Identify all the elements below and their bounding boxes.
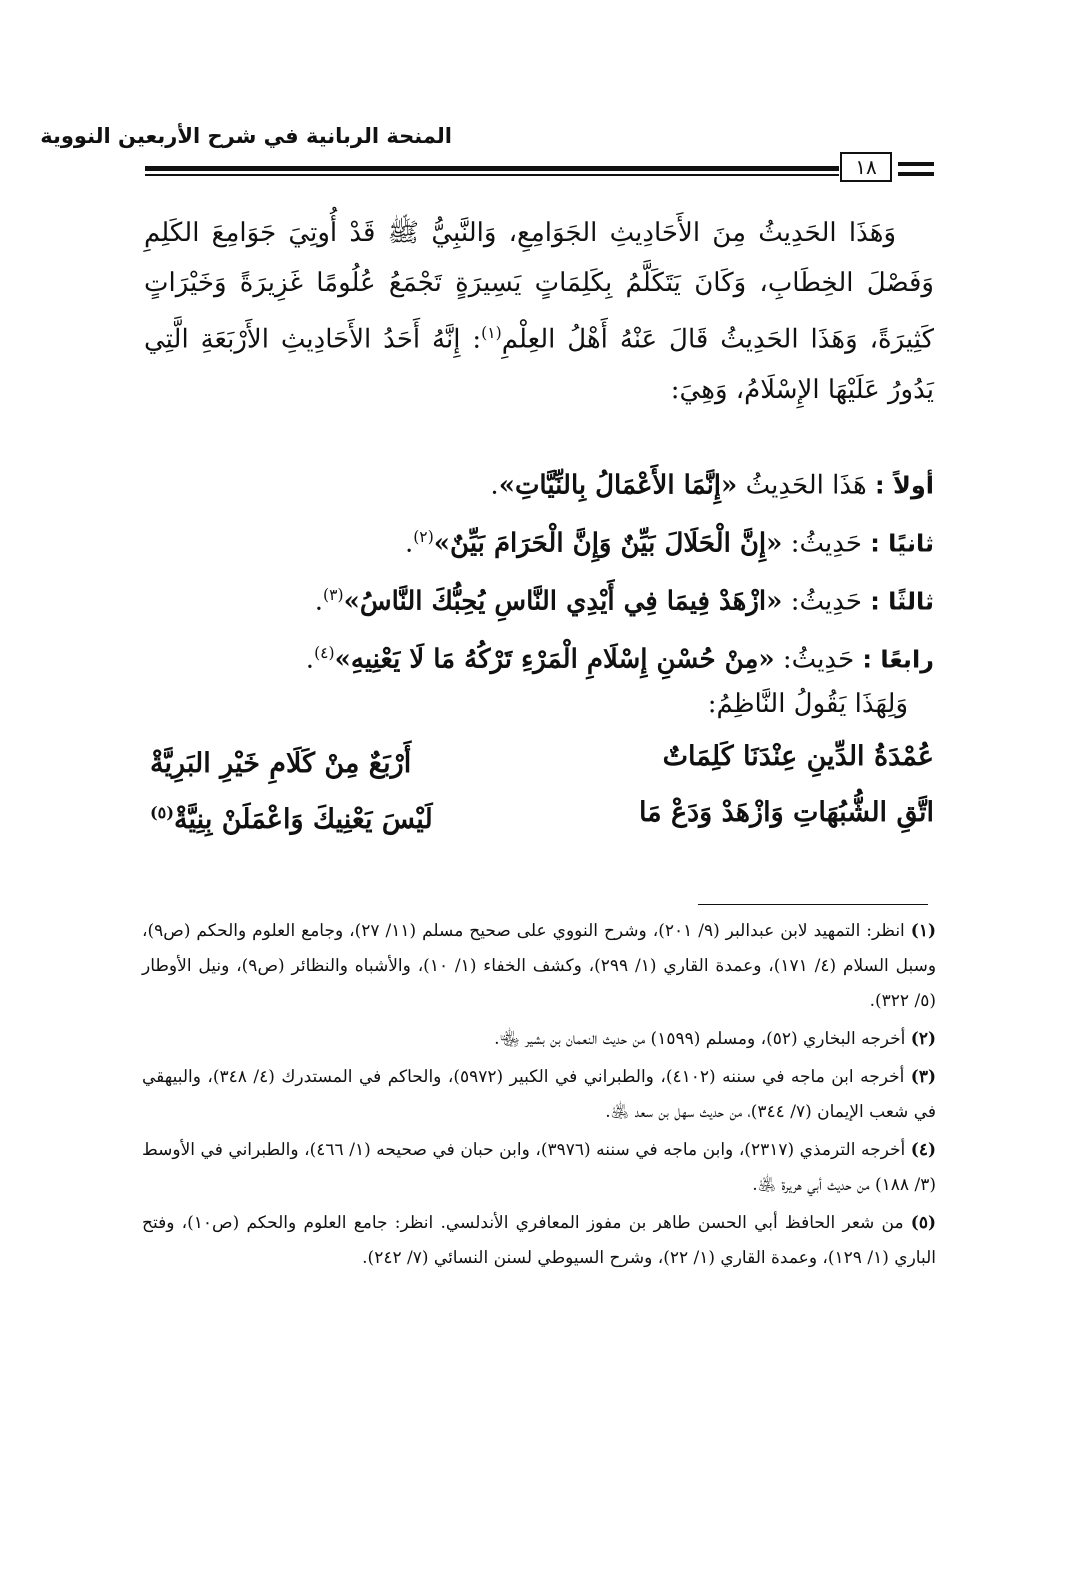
list-item xyxy=(144,624,934,682)
hadith-quote: «ازْهَدْ فِيمَا فِي أَيْدِي النَّاسِ يُحِبُّكَ النَّاسُ» xyxy=(343,586,783,617)
paragraph-end: : إِنَّهُ أَحَدُ الأَحَادِيثِ الأَرْبَعَةِ الَّتِي يَدُورُ عَلَيْهَا الإِسْلَامُ، وَهِيَ: xyxy=(144,324,934,405)
footnote-ref: (٢) xyxy=(413,528,434,546)
paragraph-text xyxy=(144,208,934,415)
running-title: المنحة الربانية في شرح الأربعين النووية xyxy=(40,124,452,148)
footnote xyxy=(142,1206,936,1276)
list-prefix: حَدِيثُ: xyxy=(782,644,855,675)
header-rule-thin xyxy=(145,174,839,176)
footnote xyxy=(142,1133,936,1203)
footnote-ref-1: (١) xyxy=(481,324,502,342)
poem-verse xyxy=(150,786,934,840)
footnote-number: (٥) xyxy=(910,1213,937,1233)
header-rule-thick xyxy=(145,166,839,171)
list-label: رابعًا : xyxy=(862,645,934,674)
verse-second-hemistich xyxy=(150,786,520,847)
list-label: ثانيًا : xyxy=(870,529,934,558)
list-end: . xyxy=(404,528,414,559)
list-prefix: حَدِيثُ: xyxy=(790,528,862,559)
list-label: ثالثًا : xyxy=(870,587,934,616)
footnote-number: (١) xyxy=(910,921,936,941)
footnote-text: أخرجه ابن ماجه في سننه (٤١٠٢)، والطبراني في الكبير (٥٩٧٢)، والحاكم في المستدرك (٤/ ٣٤٨)، والبيهقي في شعب الإيمان (٧/ ٣٤٤)، من حديث سهل بن سعد ﵁. xyxy=(142,1067,936,1122)
list-prefix: هَذَا الحَدِيثُ xyxy=(745,470,867,501)
verse-first-hemistich: اتَّقِ الشُّبُهَاتِ وَازْهَدْ وَدَعْ مَا xyxy=(638,797,934,828)
verse-second-text: أَرْبَعٌ مِنْ كَلَامِ خَيْرِ البَرِيَّةْ xyxy=(150,748,412,779)
list-end: . xyxy=(305,644,315,675)
hadith-quote: «مِنْ حُسْنِ إِسْلَامِ الْمَرْءِ تَرْكُهُ مَا لَا يَعْنِيهِ» xyxy=(334,644,775,675)
list-item xyxy=(144,508,934,566)
footnote-text: انظر: التمهيد لابن عبدالبر (٩/ ٢٠١)، وشرح النووي على صحيح مسلم (١١/ ٢٧)، وجامع العلوم والحكم (ص٩)، وسبل السلام (٤/ ١٧١)، وعمدة القاري (١/ ٢٩٩)، وكشف الخفاء (١/ ١٠)، والأشباه والنظائر (ص٩)، ونيل الأوطار (٥/ ٣٢٢). xyxy=(142,921,937,1011)
poem-intro: وَلِهَذَا يَقُولُ النَّاظِمُ: xyxy=(707,689,908,719)
footnote xyxy=(142,1022,936,1057)
verse-second-text: لَيْسَ يَعْنِيكَ وَاعْمَلَنْ بِنِيَّةْ xyxy=(174,804,433,835)
footnote-number: (٢) xyxy=(910,1029,936,1049)
footnote-text: من شعر الحافظ أبي الحسن طاهر بن مفوز المعافري الأندلسي. انظر: جامع العلوم والحكم (ص١٠)، وفتح الباري (١/ ١٢٩)، وعمدة القاري (١/ ٢٢)، وشرح السيوطي لسنن النسائي (٧/ ٢٤٢). xyxy=(142,1213,936,1268)
list-prefix: حَدِيثُ: xyxy=(790,586,862,617)
footnote xyxy=(142,1060,936,1130)
poem-verse xyxy=(150,730,934,784)
list-label: أولاً : xyxy=(875,471,934,500)
footnote-number: (٣) xyxy=(910,1067,937,1087)
page-number: ١٨ xyxy=(840,152,892,182)
page-number-ornament-top xyxy=(898,162,934,166)
footnote-text: أخرجه البخاري (٥٢)، ومسلم (١٥٩٩) من حديث النعمان بن بشير ﵄. xyxy=(494,1029,906,1049)
list-end: . xyxy=(490,470,499,501)
footnote-separator xyxy=(698,904,928,905)
page-number-ornament-bottom xyxy=(898,172,934,176)
paragraph-body: وَهَذَا الحَدِيثُ مِنَ الأَحَادِيثِ الجَوَامِعِ، وَالنَّبِيُّ ﷺ قَدْ أُوتِيَ جَوَامِعَ الكَلِمِ وَفَصْلَ الخِطَابِ، وَكَانَ يَتَكَلَّمُ بِكَلِمَاتٍ يَسِيرَةٍ تَجْمَعُ عُلُومًا غَزِيرَةً وَخَيْرَاتٍ كَثِيرَةً، وَهَذَا الحَدِيثُ قَالَ عَنْهُ أَهْلُ العِلْمِ xyxy=(144,218,935,355)
hadith-quote: «إِنَّ الْحَلَالَ بَيِّنٌ وَإِنَّ الْحَرَامَ بَيِّنٌ» xyxy=(433,528,783,559)
footnote-ref: (٥) xyxy=(150,803,175,822)
list-item xyxy=(144,566,934,624)
footnote-ref: (٤) xyxy=(314,644,335,662)
main-paragraph xyxy=(144,208,934,415)
footnote xyxy=(142,914,936,1019)
footnote-ref: (٣) xyxy=(323,586,344,604)
footnote-text: أخرجه الترمذي (٢٣١٧)، وابن ماجه في سننه (٣٩٧٦)، وابن حبان في صحيحه (١/ ٤٦٦)، والطبراني في الأوسط (٣/ ١٨٨) من حديث أبي هريرة ﵁. xyxy=(142,1140,936,1195)
hadith-quote: «إِنَّمَا الأَعْمَالُ بِالنِّيَّاتِ» xyxy=(498,470,738,501)
verse-second-hemistich xyxy=(150,730,520,791)
list-end: . xyxy=(314,586,324,617)
footnotes xyxy=(142,914,936,1279)
hadith-list xyxy=(144,450,934,682)
list-item xyxy=(144,450,934,508)
footnote-number: (٤) xyxy=(910,1140,937,1160)
verse-first-hemistich: عُمْدَةُ الدِّينِ عِنْدَنَا كَلِمَاتٌ xyxy=(662,741,934,772)
